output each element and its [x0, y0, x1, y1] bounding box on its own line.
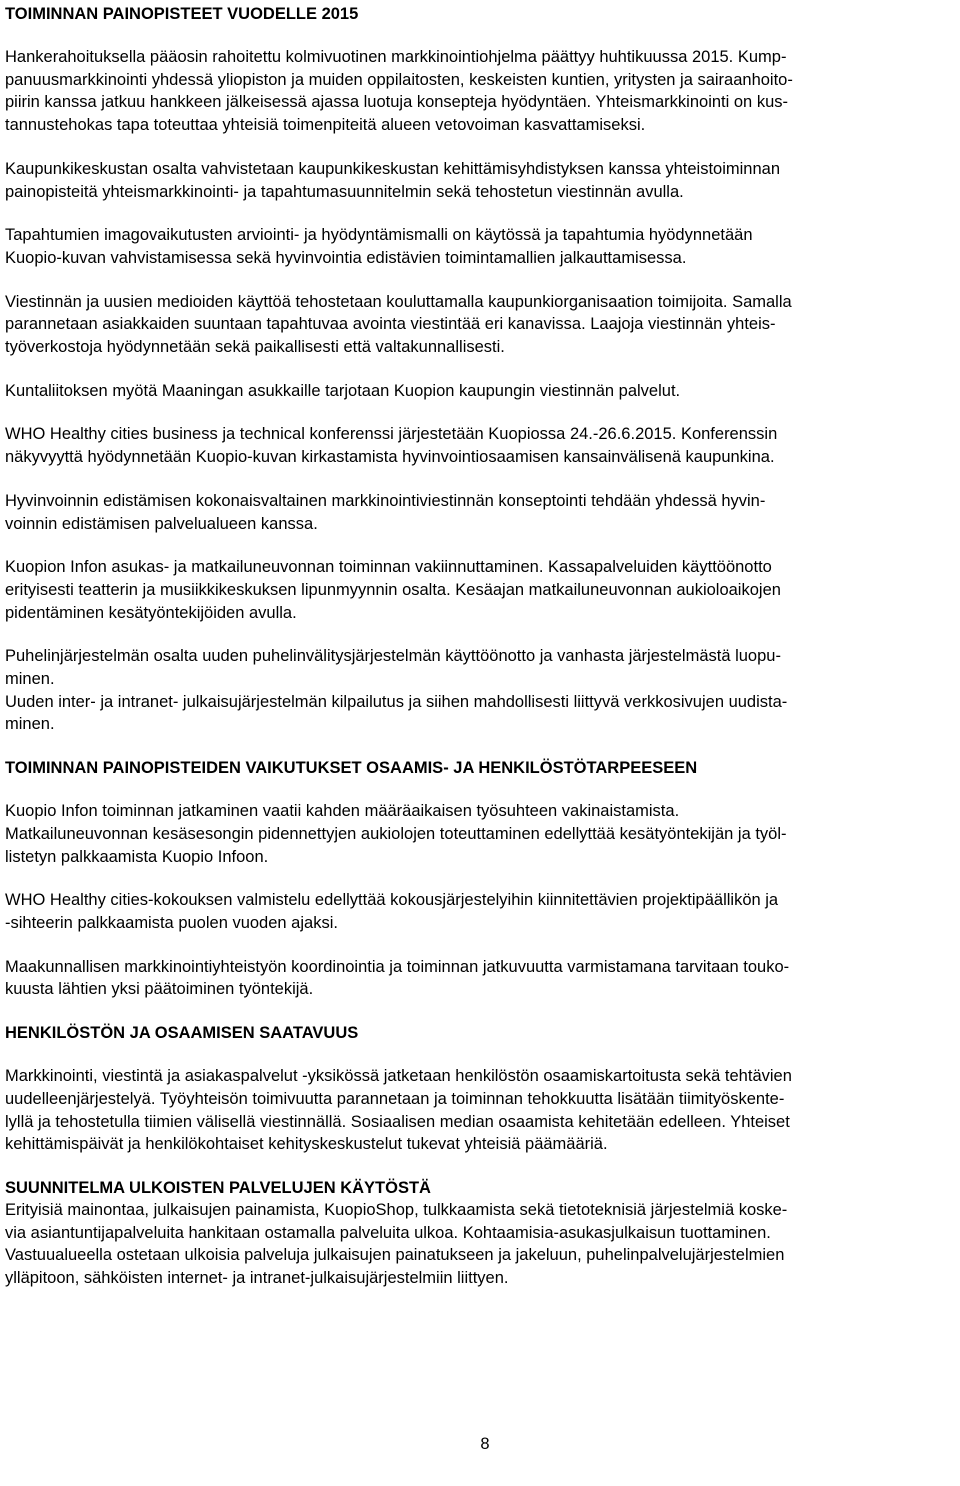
page-number: 8: [480, 1435, 490, 1453]
paragraph-kaupunkikeskusta: Kaupunkikeskustan osalta vahvistetaan kaupunkikeskustan kehittämisyhdistyksen kanssa yhteistoiminnan painopisteitä yhteismarkkinointi- ja tapahtumasuunnitelmin sekä tehostetun viestinnän avulla.: [5, 159, 781, 201]
paragraph-ulkoiset-palvelut: Erityisiä mainontaa, julkaisujen painamista, KuopioShop, tulkkaamista sekä tietoteknisiä järjestelmiä koske- via asiantuntijapalveluita hankitaan ostamalla palveluita ulkoa. Kohtaamisia-asukasjulkaisun tuottaminen. Vastuualueella ostetaan ulkoisia palveluja julkaisujen painatukseen ja jakeluun, puhelinpalvelujärjestelmien ylläpitoon, sähköisten internet- ja intranet-julkaisujärjestelmiin liittyen.: [5, 1200, 788, 1288]
paragraph-kuopio-info-henkilosto: Kuopio Infon toiminnan jatkaminen vaatii kahden määräaikaisen työsuhteen vakinaistamista. Matkailuneuvonnan kesäsesongin pidennettyjen aukiolojen toteuttaminen edellyttää kesätyöntekijän ja työl- listetyn palkkaamista Kuopio Infoon.: [5, 802, 787, 866]
paragraph-maakunnallinen: Maakunnallisen markkinointiyhteistyön koordinointia ja toiminnan jatkuvuutta varmistamana tarvitaan touko- kuusta lähtien yksi päätoiminen työntekijä.: [5, 957, 790, 999]
section-heading-ulkoiset-palvelut: SUUNNITELMA ULKOISTEN PALVELUJEN KÄYTÖSTÄ: [5, 1178, 431, 1197]
paragraph-viestinta: Viestinnän ja uusien medioiden käyttöä tehostetaan kouluttamalla kaupunkiorganisaation toimijoita. Samalla parannetaan asiakkaiden suuntaan tapahtuvaa avointa viestintää eri kanavissa. Laajoja viestinnän yhteis- työverkostoja hyödynnetään sekä paikallisesti että valtakunnallisesti.: [5, 292, 792, 357]
paragraph-hankerahoitus: Hankerahoituksella pääosin rahoitettu kolmivuotinen markkinointiohjelma päättyy huhtikuussa 2015. Kump- panuusmarkkinointi yhdessä yliopiston ja muiden oppilaitosten, keskeisten kuntien, yritysten ja sairaanhoito- piirin kanssa jatkuu hankkeen jälkeisessä ajassa luotuja konsepteja hyödyntäen. Yhteismarkkinointi on kus- tannustehokas tapa toteuttaa yhteisiä toimenpiteitä alueen vetovoiman kasvattamiseksi.: [5, 48, 793, 135]
paragraph-who-kokous: WHO Healthy cities-kokouksen valmistelu edellyttää kokousjärjestelyihin kiinnitettävien projektipäällikön ja -sihteerin palkkaamista puolen vuoden ajaksi.: [5, 891, 779, 932]
paragraph-who-konferenssi: WHO Healthy cities business ja technical konferenssi järjestetään Kuopiossa 24.-26.6.2015. Konferenssin näkyvyyttä hyödynnetään Kuopio-kuvan kirkastamista hyvinvointiosaamisen kansainvälisenä kaupunkina.: [5, 425, 778, 467]
document-page: [5, 3, 955, 1290]
section-heading-vaikutukset: TOIMINNAN PAINOPISTEIDEN VAIKUTUKSET OSAAMIS- JA HENKILÖSTÖTARPEESEEN: [5, 759, 698, 778]
paragraph-osaamiskartoitus: Markkinointi, viestintä ja asiakaspalvelut -yksikössä jatketaan henkilöstön osaamiskartoitusta sekä tehtävien uudelleenjärjestelyä. Työyhteisön toimivuutta parannetaan ja toiminnan tehokkuutta lisätään tiimityöskente- lyllä ja tehostetulla tiimien välisellä viestinnällä. Sosiaalisen median osaamista kehitetään edelleen. Yhteiset kehittämispäivät ja henkilökohtaiset kehityskeskustelut tukevat yhteisiä päämääriä.: [5, 1067, 792, 1154]
paragraph-hyvinvointi: Hyvinvoinnin edistämisen kokonaisvaltainen markkinointiviestinnän konseptointi tehdään yhdessä hyvin- voinnin edistämisen palvelualueen kanssa.: [5, 491, 766, 533]
section-heading-painopisteet: TOIMINNAN PAINOPISTEET VUODELLE 2015: [5, 5, 359, 23]
section-heading-saatavuus: HENKILÖSTÖN JA OSAAMISEN SAATAVUUS: [5, 1024, 359, 1043]
paragraph-kuopio-info: Kuopion Infon asukas- ja matkailuneuvonnan toiminnan vakiinnuttaminen. Kassapalveluiden käyttöönotto erityisesti teatterin ja musiikkikeskuksen lipunmyynnin osalta. Kesäajan matkailuneuvonnan aukioloaikojen pidentäminen kesätyöntekijöiden avulla.: [5, 558, 781, 622]
paragraph-tapahtumat: Tapahtumien imagovaikutusten arviointi- ja hyödyntämismalli on käytössä ja tapahtumia hyödynnetään Kuopio-kuvan vahvistamisessa sekä hyvinvointia edistävien toimintamallien jalkauttamisessa.: [5, 226, 753, 267]
paragraph-kuntaliitos: Kuntaliitoksen myötä Maaningan asukkaille tarjotaan Kuopion kaupungin viestinnän palvelut.: [5, 381, 681, 400]
paragraph-puhelinjarjestelma: Puhelinjärjestelmän osalta uuden puhelinvälitysjärjestelmän käyttöönotto ja vanhasta järjestelmästä luopu- minen. Uuden inter- ja intranet- julkaisujärjestelmän kilpailutus ja siihen mahdollisesti liittyvä verkkosivujen uudista- minen.: [5, 647, 788, 734]
